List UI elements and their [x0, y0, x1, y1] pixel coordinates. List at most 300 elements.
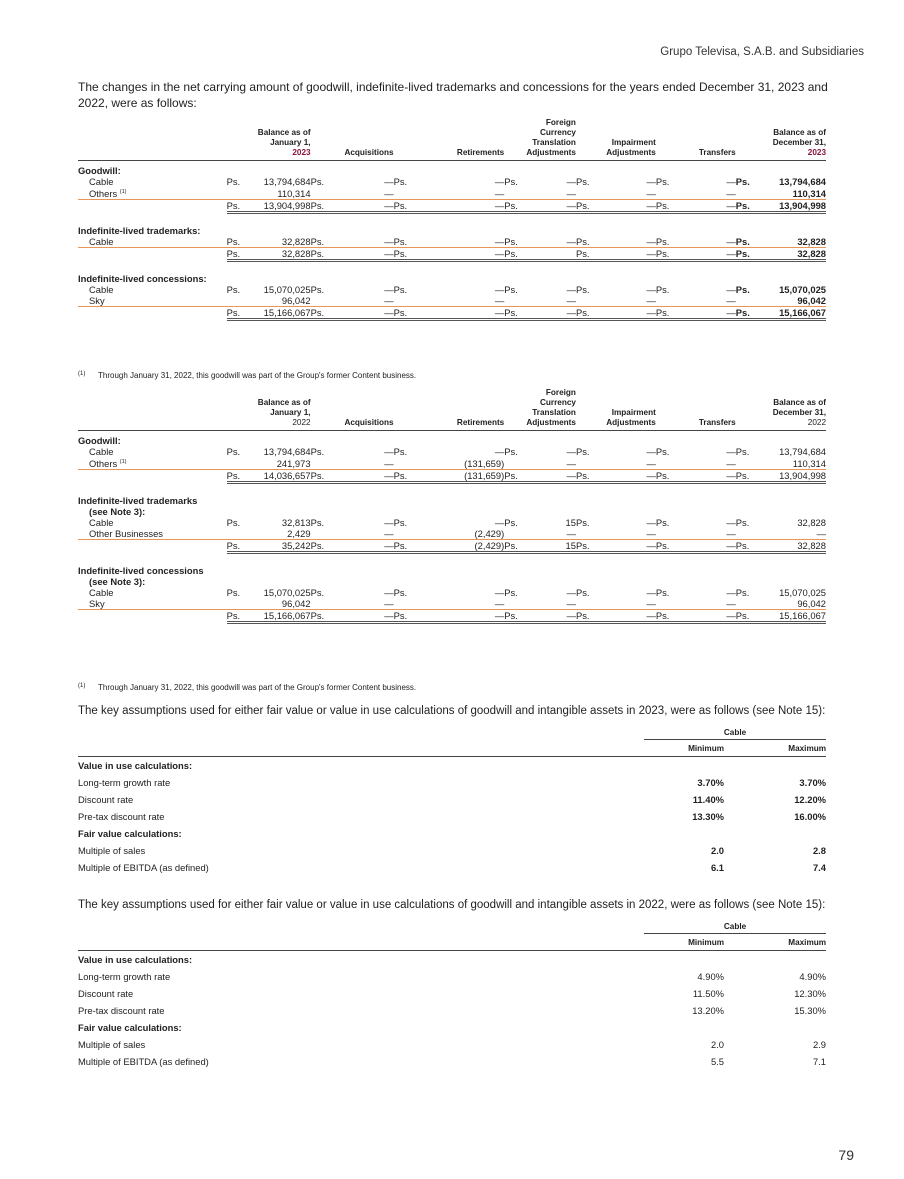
- table-cell: Ps.: [504, 517, 518, 529]
- table-cell: (see Note 3):: [89, 576, 146, 588]
- table-cell: Ps.: [226, 587, 241, 599]
- table-row: [78, 517, 826, 528]
- table-cell: Ps.: [736, 307, 754, 320]
- table-cell: —: [754, 528, 826, 540]
- table-cell: 96,042: [245, 295, 311, 307]
- table-cell: Ps.: [311, 200, 329, 213]
- table-cell: Cable: [644, 725, 826, 740]
- table-cell: —: [566, 284, 576, 296]
- table-cell: —: [523, 457, 576, 470]
- table-row: [78, 985, 826, 1002]
- table-cell: —: [523, 528, 576, 540]
- table-cell: 12.20%: [794, 794, 827, 805]
- page-number: 79: [838, 1147, 854, 1163]
- col-header-acquisitions: Acquisitions: [311, 118, 394, 161]
- total-row: [78, 540, 826, 553]
- table-cell: Ps.: [311, 540, 329, 553]
- table-cell: 7.4: [812, 862, 827, 873]
- table-cell: Ps.: [394, 307, 412, 320]
- table-cell: —: [646, 284, 656, 296]
- table-cell: 13,794,684: [779, 446, 826, 457]
- table-cell: 2.0: [710, 1039, 724, 1050]
- table-cell: Ps.: [735, 176, 750, 187]
- table-cell: 15,070,025: [263, 284, 311, 296]
- table-cell: 15,070,025: [779, 284, 826, 296]
- table-cell: Ps.: [736, 248, 754, 261]
- table-cell: Cable: [89, 446, 114, 457]
- col-header-retirements: Retirements: [394, 118, 505, 161]
- table-cell: 3.70%: [799, 777, 827, 788]
- table-cell: Ps.: [656, 236, 674, 248]
- table-cell: Ps.: [393, 176, 408, 187]
- table-cell: Ps.: [656, 248, 674, 261]
- table-cell: Ps.: [735, 587, 750, 599]
- col-header-fx: Foreign Currency Translation Adjustments: [504, 118, 576, 161]
- col-header-transfers: Transfers: [656, 388, 736, 431]
- table-cell: (see Note 3):: [89, 506, 146, 518]
- table-cell: Ps.: [656, 610, 674, 623]
- section-trademarks: Indefinite-lived trademarks: [78, 495, 198, 507]
- col-header-retirements: Retirements: [394, 388, 505, 431]
- table-cell: Ps.: [227, 610, 245, 623]
- table-cell: 15,070,025: [263, 587, 311, 599]
- table-cell: Ps.: [310, 446, 325, 457]
- table-cell: —: [646, 176, 656, 187]
- table-cell: —: [523, 307, 576, 320]
- assumptions-2022-intro: The key assumptions used for either fair value or value in use calculations of goodwill and intangible assets in 2022, were as follows (see Note 15):: [78, 899, 826, 911]
- table-cell: —: [523, 295, 576, 307]
- table-cell: Discount rate: [78, 988, 134, 999]
- table-cell: Ps.: [504, 610, 522, 623]
- table-row: [78, 1036, 826, 1053]
- table-cell: Ps.: [736, 610, 754, 623]
- table-cell: —: [674, 540, 735, 553]
- table-cell: Ps.: [504, 540, 522, 553]
- table-cell: Value in use calculations:: [78, 760, 193, 771]
- table-cell: 32,813: [281, 517, 311, 529]
- table-cell: Ps.: [394, 248, 412, 261]
- table-cell: Ps.: [576, 200, 594, 213]
- table-cell: —: [674, 295, 735, 307]
- table-cell: Multiple of sales: [78, 845, 146, 856]
- table-row: [78, 176, 826, 187]
- table-cell: Ps.: [226, 446, 241, 457]
- table-cell: —: [594, 307, 655, 320]
- table-cell: —: [674, 187, 735, 200]
- table-row: [78, 598, 826, 610]
- table-cell: —: [412, 200, 504, 213]
- total-row: [78, 470, 826, 483]
- table-cell: Ps.: [394, 540, 412, 553]
- table-cell: —: [594, 610, 655, 623]
- table-cell: 13,904,998: [754, 200, 826, 213]
- table-cell: Ps.: [736, 470, 754, 483]
- table-cell: —: [329, 295, 394, 307]
- table-cell: 11.50%: [692, 988, 724, 999]
- table-cell: Ps.: [736, 200, 754, 213]
- section-goodwill: Goodwill:: [78, 435, 121, 446]
- table-cell: —: [329, 200, 394, 213]
- table-cell: —: [594, 457, 655, 470]
- table-cell: Ps.: [310, 517, 325, 529]
- table-cell: (131,659): [412, 470, 504, 483]
- table-cell: Ps.: [394, 610, 412, 623]
- table-cell: —: [594, 248, 655, 261]
- table-cell: Ps.: [576, 236, 594, 248]
- table-cell: —: [329, 470, 394, 483]
- table-cell: —: [594, 295, 655, 307]
- table-cell: Ps.: [576, 307, 594, 320]
- table-cell: —: [674, 248, 735, 261]
- table-cell: 13.20%: [692, 1005, 724, 1016]
- table-cell: Ps.: [227, 540, 245, 553]
- table-cell: Ps.: [393, 446, 408, 457]
- table-cell: Ps.: [736, 540, 754, 553]
- table-row: Others $^{(1)}$ 110,314 — — — — — 110,314: [78, 187, 826, 200]
- table-cell: —: [329, 236, 394, 248]
- table-row: [78, 968, 826, 985]
- table-cell: 32,828: [245, 248, 311, 261]
- table-cell: —: [494, 446, 505, 457]
- table-cell: —: [412, 307, 504, 320]
- col-header-acquisitions: Acquisitions: [311, 388, 394, 431]
- table-cell: —: [329, 187, 394, 200]
- table-cell: Ps.: [311, 470, 329, 483]
- table-cell: Ps.: [227, 470, 245, 483]
- table-cell: 110,314: [754, 187, 826, 200]
- total-row: [78, 248, 826, 261]
- table-row: [78, 791, 826, 808]
- table-cell: —: [523, 470, 576, 483]
- section-concessions: Indefinite-lived concessions:: [78, 273, 207, 285]
- table-cell: 2.8: [812, 845, 827, 856]
- table-cell: Ps.: [311, 610, 329, 623]
- table-cell: 15: [523, 540, 576, 553]
- table-cell: Ps.: [655, 587, 670, 599]
- table-cell: Ps.: [655, 284, 670, 296]
- table-cell: Ps.: [227, 200, 245, 213]
- footnote-2023: $^{(1)}$ Through January 31, 2022, this goodwill was part of the Group's former Content business.: [78, 371, 417, 380]
- table-cell: Ps.: [393, 587, 408, 599]
- table-cell: Cable: [78, 236, 227, 248]
- table-cell: 12.30%: [794, 988, 827, 999]
- table-cell: Ps.: [504, 470, 522, 483]
- table-cell: Ps.: [736, 236, 754, 248]
- table-row: [78, 859, 826, 876]
- table-cell: Ps.: [656, 200, 674, 213]
- table-cell: —: [523, 200, 576, 213]
- table-cell: Pre-tax discount rate: [78, 1005, 165, 1016]
- table-cell: Ps.: [504, 248, 522, 261]
- table-cell: 96,042: [245, 598, 311, 610]
- table-cell: 13,794,684: [263, 446, 311, 457]
- table-cell: 6.1: [710, 862, 724, 873]
- table-cell: —: [674, 200, 735, 213]
- col-header-transfers: Transfers: [656, 118, 736, 161]
- table-cell: 15: [565, 517, 576, 529]
- section-goodwill: Goodwill:: [78, 165, 121, 176]
- table-cell: —: [594, 528, 655, 540]
- table-cell: —: [646, 446, 656, 457]
- table-cell: —: [412, 236, 504, 248]
- table-cell: Ps.: [655, 176, 670, 187]
- table-cell: 15,166,067: [754, 610, 826, 623]
- table-cell: Cable: [89, 587, 114, 599]
- table-cell: Ps.: [504, 200, 522, 213]
- table-cell: —: [674, 598, 735, 610]
- table-cell: —: [594, 200, 655, 213]
- table-cell: Ps.: [576, 540, 594, 553]
- table-cell: —: [329, 307, 394, 320]
- table-cell: Ps.: [226, 517, 241, 529]
- table-cell: Ps.: [504, 236, 522, 248]
- table-cell: Multiple of EBITDA (as defined): [78, 862, 209, 873]
- table-cell: —: [523, 598, 576, 610]
- table-cell: Ps.: [310, 587, 325, 599]
- table-cell: —: [674, 610, 735, 623]
- table-row: [78, 446, 826, 457]
- table-cell: —: [726, 284, 736, 296]
- table-cell: Sky: [78, 295, 227, 307]
- table-cell: —: [412, 248, 504, 261]
- table-cell: 13.30%: [692, 811, 724, 822]
- table-cell: —: [726, 446, 736, 457]
- table-cell: —: [494, 176, 505, 187]
- table-cell: —: [726, 176, 736, 187]
- table-cell: Cable: [644, 919, 826, 934]
- table-cell: Multiple of sales: [78, 1039, 146, 1050]
- table-cell: Ps.: [575, 517, 590, 529]
- table-cell: —: [674, 307, 735, 320]
- table-cell: Ps.: [655, 517, 670, 529]
- table-cell: Ps.: [393, 284, 408, 296]
- assumptions-2023-intro: The key assumptions used for either fair value or value in use calculations of goodwill and intangible assets in 2023, were as follows (see Note 15):: [78, 705, 826, 717]
- table-cell: 96,042: [754, 295, 826, 307]
- table-cell: 15,166,067: [245, 307, 311, 320]
- table-cell: Ps.: [576, 610, 594, 623]
- table-cell: 241,973: [245, 457, 311, 470]
- table-cell: —: [646, 517, 656, 529]
- table-cell: 4.90%: [697, 971, 724, 982]
- table-cell: Ps.: [504, 307, 522, 320]
- table-cell: —: [384, 446, 394, 457]
- table-cell: Ps.: [311, 248, 329, 261]
- table-cell: Ps.: [504, 284, 518, 296]
- table-row: [78, 236, 826, 248]
- table-cell: 14,036,657: [245, 470, 311, 483]
- table-cell: Ps.: [655, 446, 670, 457]
- table-cell: Long-term growth rate: [78, 971, 171, 982]
- table-cell: Ps.: [310, 176, 325, 187]
- table-cell: Ps.: [576, 470, 594, 483]
- col-header-closing: Balance as of December 31, 2023: [736, 118, 826, 161]
- table-cell: Ps.: [576, 248, 594, 261]
- table-cell: 2.0: [710, 845, 724, 856]
- table-cell: Ps.: [227, 236, 245, 248]
- col-header-closing: Balance as of December 31, 2022: [736, 388, 826, 431]
- table-cell: Ps.: [227, 248, 245, 261]
- table-cell: Cable: [89, 517, 114, 529]
- table-cell: 2.9: [812, 1039, 827, 1050]
- table-cell: —: [726, 517, 736, 529]
- table-cell: 5.5: [710, 1056, 724, 1067]
- table-cell: Ps.: [311, 236, 329, 248]
- table-cell: 16.00%: [794, 811, 827, 822]
- table-cell: —: [523, 610, 576, 623]
- table-cell: Ps.: [394, 236, 412, 248]
- table-cell: —: [384, 284, 394, 296]
- table-cell: Ps.: [394, 470, 412, 483]
- table-row: [78, 284, 826, 295]
- table-cell: Fair value calculations:: [78, 828, 182, 839]
- table-cell: Long-term growth rate: [78, 777, 171, 788]
- table-cell: —: [412, 295, 504, 307]
- table-row: [78, 808, 826, 825]
- table-cell: —: [523, 236, 576, 248]
- assumptions-table-2023: [78, 725, 826, 876]
- table-cell: Ps.: [735, 517, 750, 529]
- table-cell: —: [566, 176, 576, 187]
- table-cell: —: [329, 610, 394, 623]
- table-cell: 13,794,684: [263, 176, 311, 187]
- table-row: [78, 774, 826, 791]
- table-row: [78, 842, 826, 859]
- table-cell: Ps.: [504, 587, 518, 599]
- table-cell: Ps.: [393, 517, 408, 529]
- col-header-opening: Balance as of January 1, 2023: [227, 118, 311, 161]
- table-cell: 32,828: [754, 540, 826, 553]
- table-cell: 2,429: [245, 528, 311, 540]
- table-cell: Ps.: [656, 307, 674, 320]
- table-cell: —: [674, 470, 735, 483]
- total-row: [78, 307, 826, 320]
- table-cell: —: [494, 517, 505, 529]
- assumptions-table-2022: [78, 919, 826, 1070]
- table-cell: 15.30%: [794, 1005, 827, 1016]
- table-cell: —: [523, 187, 576, 200]
- table-cell: 13,904,998: [754, 470, 826, 483]
- table-cell: (2,429): [412, 528, 504, 540]
- table-cell: —: [646, 587, 656, 599]
- total-row: [78, 610, 826, 623]
- table-cell: Ps.: [310, 284, 325, 296]
- table-cell: 3.70%: [697, 777, 724, 788]
- table-cell: 32,828: [245, 236, 311, 248]
- table-cell: 110,314: [245, 187, 311, 200]
- table-row: Others $^{(1)}$ 241,973 — (131,659) — — — 110,314: [78, 457, 826, 470]
- table-cell: —: [384, 176, 394, 187]
- table-cell: —: [594, 187, 655, 200]
- table-cell: —: [329, 540, 394, 553]
- table-cell: 11.40%: [692, 794, 724, 805]
- table-cell: 32,828: [754, 248, 826, 261]
- table-cell: Other Businesses: [78, 528, 227, 540]
- table-cell: —: [494, 284, 505, 296]
- table-cell: 35,242: [245, 540, 311, 553]
- table-cell: Ps.: [226, 176, 241, 187]
- table-cell: Ps.: [504, 176, 518, 187]
- table-cell: Value in use calculations:: [78, 954, 193, 965]
- section-concessions: Indefinite-lived concessions: [78, 565, 204, 577]
- table-cell: Ps.: [575, 587, 590, 599]
- table-cell: 13,904,998: [245, 200, 311, 213]
- table-cell: 4.90%: [799, 971, 827, 982]
- table-row: [78, 1053, 826, 1070]
- table-cell: —: [329, 528, 394, 540]
- table-cell: Ps.: [575, 284, 590, 296]
- page-header: Grupo Televisa, S.A.B. and Subsidiaries: [660, 46, 864, 58]
- table-cell: —: [674, 528, 735, 540]
- table-row: [78, 528, 826, 540]
- table-cell: Ps.: [394, 200, 412, 213]
- table-cell: —: [726, 587, 736, 599]
- table-cell: 13,794,684: [779, 176, 826, 187]
- table-cell: —: [412, 187, 504, 200]
- table-cell: Maximum: [724, 740, 826, 757]
- table-cell: —: [412, 598, 504, 610]
- table-cell: Minimum: [644, 934, 724, 951]
- table-cell: 15,166,067: [245, 610, 311, 623]
- table-cell: 15,166,067: [754, 307, 826, 320]
- col-header-fx: Foreign Currency Translation Adjustments: [504, 388, 576, 431]
- table-row: [78, 587, 826, 598]
- table-cell: (2,429): [412, 540, 504, 553]
- table-cell: —: [594, 236, 655, 248]
- table-cell: —: [384, 517, 394, 529]
- table-cell: Ps.: [504, 446, 518, 457]
- table-cell: Ps.: [227, 307, 245, 320]
- table-cell: Pre-tax discount rate: [78, 811, 165, 822]
- table-cell: —: [674, 236, 735, 248]
- table-cell: Cable: [89, 176, 114, 187]
- rollforward-table-2023: [78, 118, 826, 321]
- rollforward-table-2022: [78, 388, 826, 624]
- section-trademarks: Indefinite-lived trademarks:: [78, 225, 201, 237]
- col-header-impairment: Impairment Adjustments: [576, 388, 656, 431]
- table-cell: 32,828: [754, 236, 826, 248]
- table-cell: —: [329, 457, 394, 470]
- table-cell: —: [384, 587, 394, 599]
- table-cell: Ps.: [575, 176, 590, 187]
- table-cell: 110,314: [754, 457, 826, 470]
- table-cell: Ps.: [656, 540, 674, 553]
- table-cell: Multiple of EBITDA (as defined): [78, 1056, 209, 1067]
- table-cell: 96,042: [754, 598, 826, 610]
- table-cell: Ps.: [656, 470, 674, 483]
- table-row: [78, 295, 826, 307]
- table-cell: —: [566, 587, 576, 599]
- table-cell: —: [412, 610, 504, 623]
- table-cell: Ps.: [735, 284, 750, 296]
- table-cell: Fair value calculations:: [78, 1022, 182, 1033]
- table-cell: Sky: [78, 598, 227, 610]
- table-cell: Minimum: [644, 740, 724, 757]
- table-cell: —: [594, 540, 655, 553]
- table-cell: Ps.: [575, 446, 590, 457]
- footnote-2022: $^{(1)}$ Through January 31, 2022, this goodwill was part of the Group's former Content business.: [78, 683, 417, 692]
- table-cell: —: [594, 470, 655, 483]
- table-cell: —: [329, 598, 394, 610]
- table-cell: Ps.: [735, 446, 750, 457]
- table-cell: Cable: [89, 284, 114, 296]
- table-cell: —: [594, 598, 655, 610]
- table-cell: 7.1: [812, 1056, 827, 1067]
- table-cell: —: [566, 446, 576, 457]
- col-header-impairment: Impairment Adjustments: [576, 118, 656, 161]
- table-cell: Ps.: [226, 284, 241, 296]
- table-cell: Discount rate: [78, 794, 134, 805]
- total-row: [78, 200, 826, 213]
